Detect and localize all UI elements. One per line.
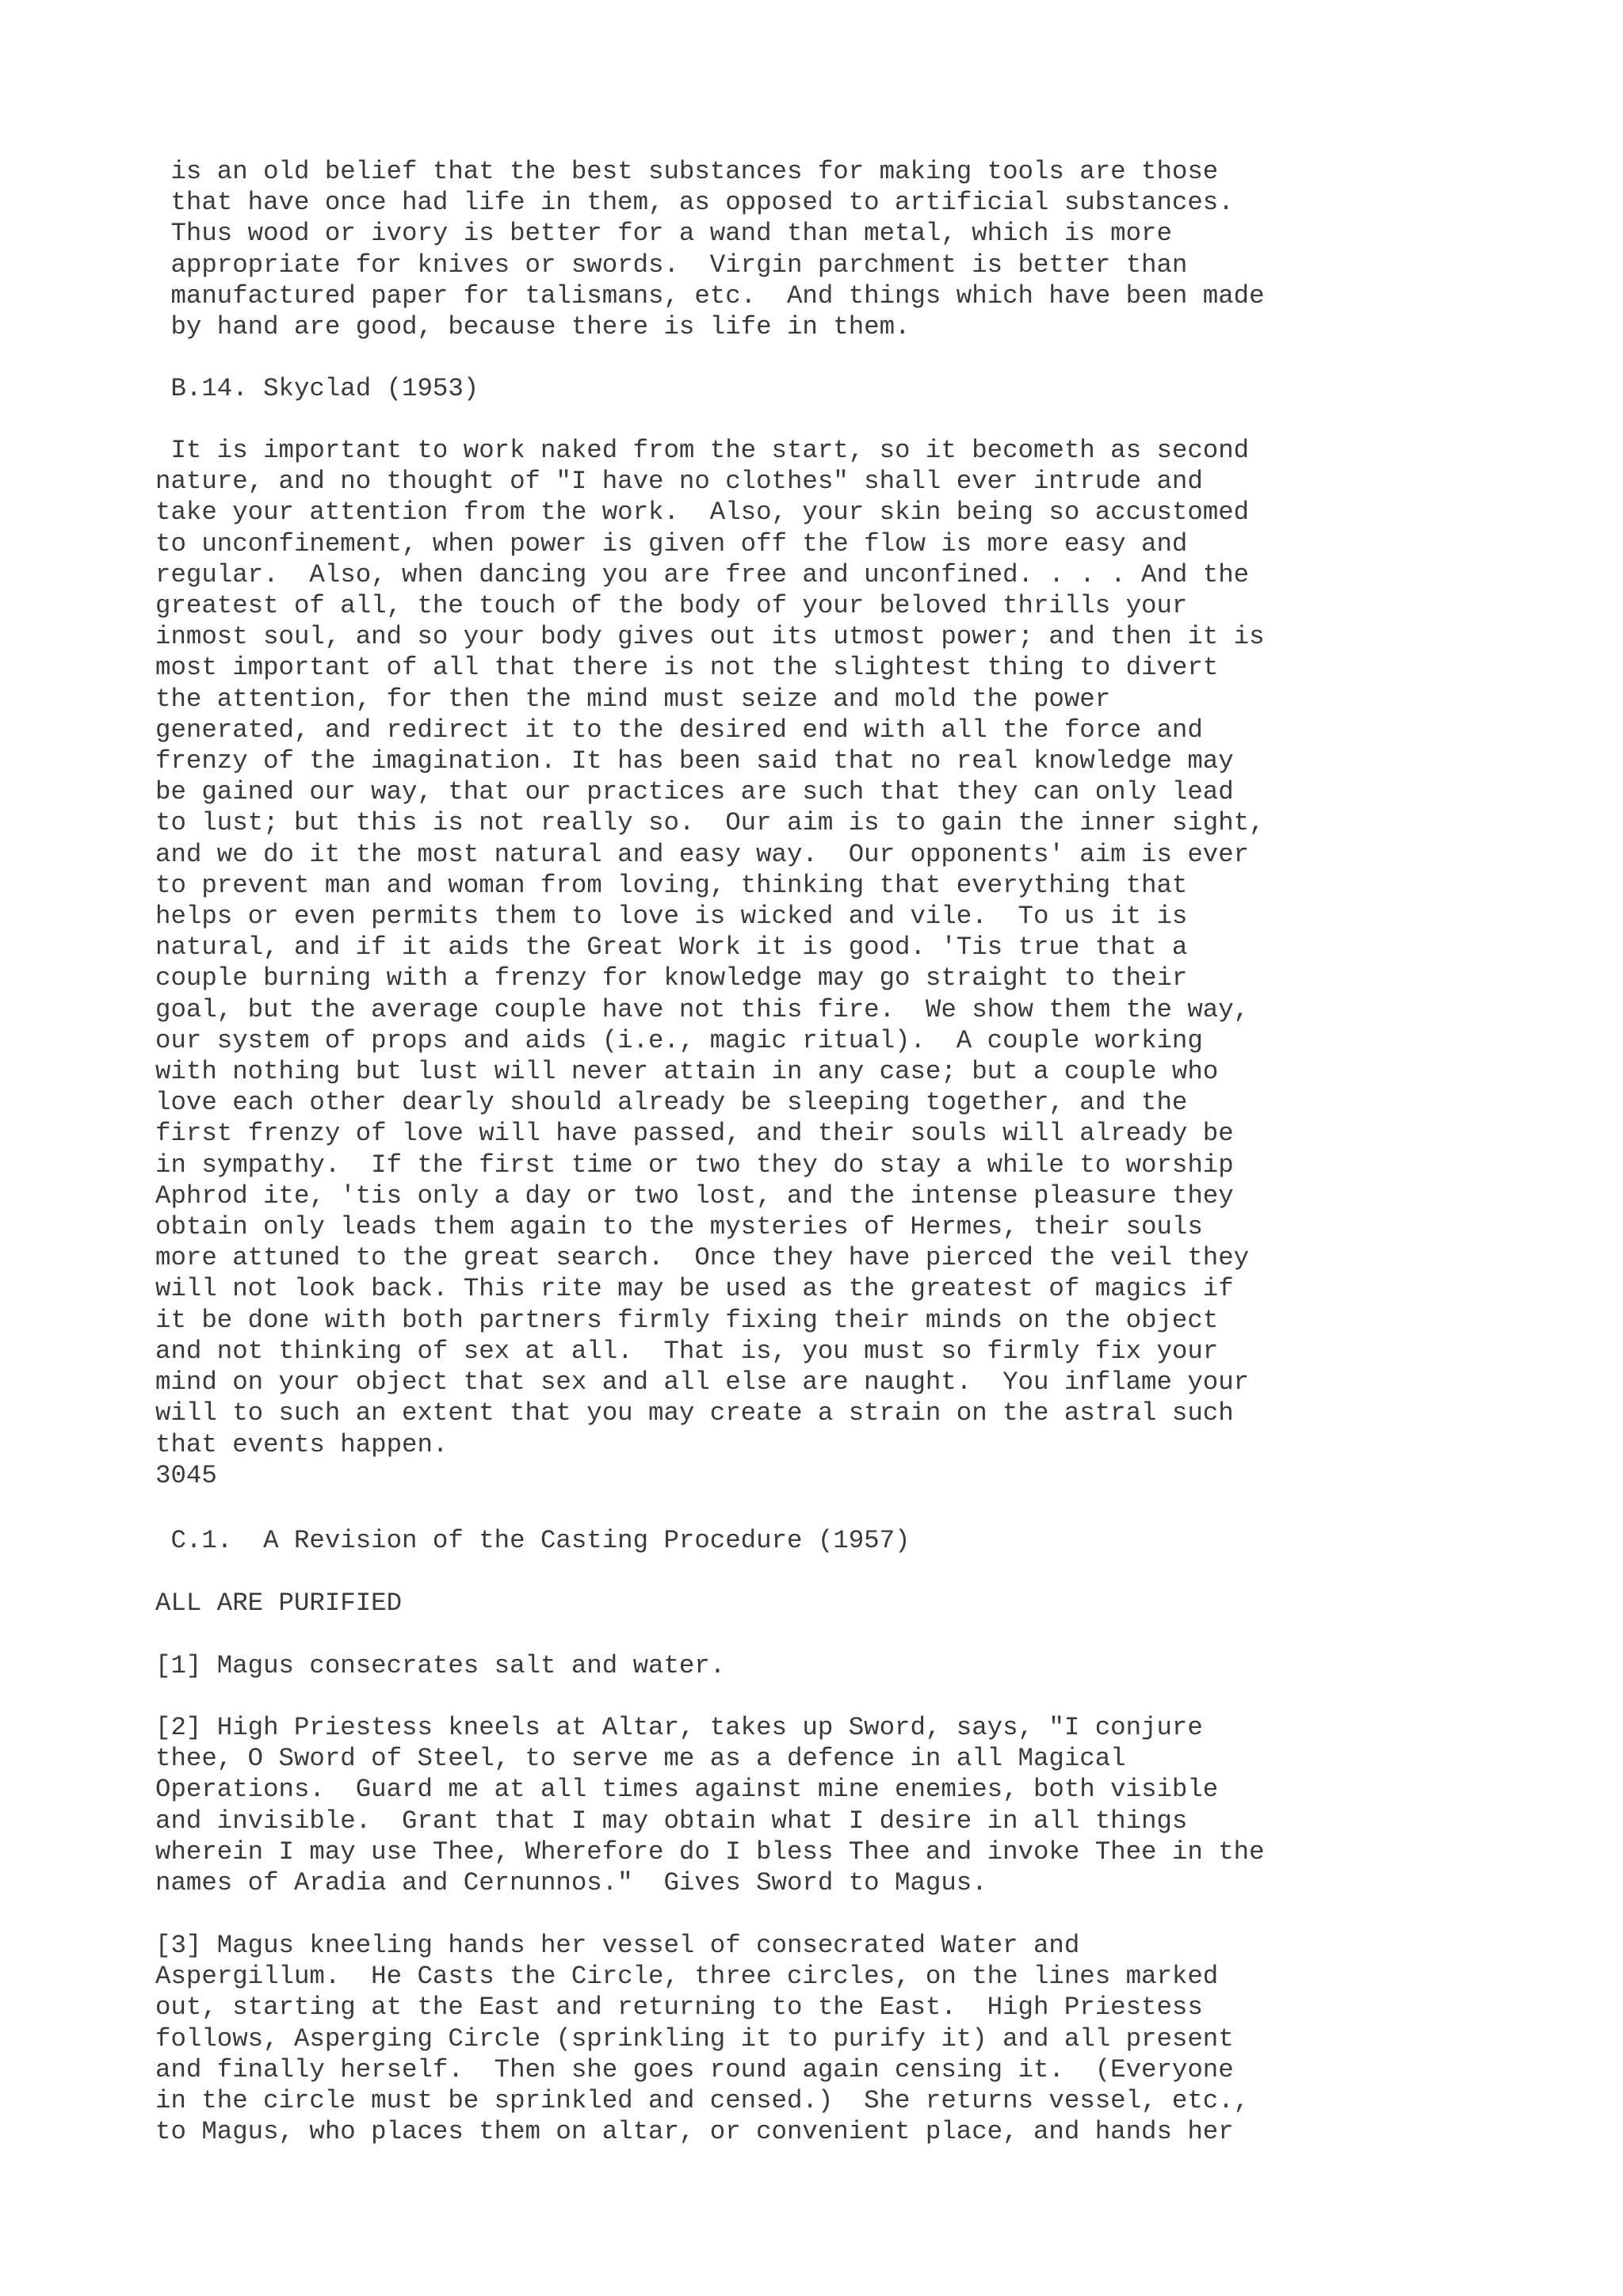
section-heading-c1 bbox=[155, 1525, 910, 1556]
text-line: greatest of all, the touch of the body of your beloved thrills your bbox=[155, 591, 1188, 621]
text-line: goal, but the average couple have not this fire. We show them the way, bbox=[155, 994, 1250, 1024]
skyclad-paragraph bbox=[155, 435, 1265, 1491]
text-line: natural, and if it aids the Great Work it is good. 'Tis true that a bbox=[155, 933, 1188, 963]
intro-paragraph bbox=[155, 156, 1265, 342]
text-line: Thus wood or ivory is better for a wand than metal, which is more bbox=[155, 219, 1172, 249]
text-line: generated, and redirect it to the desired end with all the force and bbox=[155, 715, 1203, 745]
text-line: is an old belief that the best substances for making tools are those bbox=[155, 157, 1219, 186]
text-line: ALL ARE PURIFIED bbox=[155, 1589, 403, 1618]
text-line: most important of all that there is not the slightest thing to divert bbox=[155, 653, 1219, 683]
text-line: B.14. Skyclad (1953) bbox=[155, 374, 479, 403]
text-line: wherein I may use Thee, Wherefore do I bless Thee and invoke Thee in the bbox=[155, 1836, 1265, 1867]
text-line: our system of props and aids (i.e., magic ritual). A couple working bbox=[155, 1025, 1203, 1055]
text-line: regular. Also, when dancing you are free and unconfined. . . . And the bbox=[155, 559, 1250, 589]
text-line: Aphrod ite, 'tis only a day or two lost, and the intense pleasure they bbox=[155, 1180, 1234, 1211]
text-line: to lust; but this is not really so. Our aim is to gain the inner sight, bbox=[155, 808, 1265, 838]
text-line: that have once had life in them, as opposed to artificial substances. bbox=[155, 188, 1234, 218]
text-line: take your attention from the work. Also, your skin being so accustomed bbox=[155, 498, 1250, 528]
text-line: with nothing but lust will never attain in any case; but a couple who bbox=[155, 1057, 1219, 1087]
text-line: It is important to work naked from the start, so it becometh as second bbox=[155, 436, 1250, 465]
text-line: [1] Magus consecrates salt and water. bbox=[155, 1651, 726, 1680]
text-line: appropriate for knives or swords. Virgin parchment is better than bbox=[155, 250, 1188, 280]
text-line: Operations. Guard me at all times against mine enemies, both visible bbox=[155, 1775, 1219, 1805]
text-line: names of Aradia and Cernunnos." Gives Sword to Magus. bbox=[155, 1868, 987, 1898]
text-line: couple burning with a frenzy for knowledge may go straight to their bbox=[155, 963, 1188, 994]
text-line: it be done with both partners firmly fixing their minds on the object bbox=[155, 1305, 1219, 1335]
text-line: mind on your object that sex and all else are naught. You inflame your bbox=[155, 1367, 1250, 1398]
text-line: 3045 bbox=[155, 1460, 217, 1490]
text-line: Aspergillum. He Casts the Circle, three circles, on the lines marked bbox=[155, 1962, 1219, 1992]
text-line: be gained our way, that our practices are such that they can only lead bbox=[155, 777, 1234, 807]
step-2-paragraph bbox=[155, 1712, 1265, 1898]
text-line: to Magus, who places them on altar, or convenient place, and hands her bbox=[155, 2117, 1234, 2147]
text-line: the attention, for then the mind must seize and mold the power bbox=[155, 684, 1111, 714]
text-line: to unconfinement, when power is given off the flow is more easy and bbox=[155, 528, 1188, 559]
text-line: more attuned to the great search. Once they have pierced the veil they bbox=[155, 1243, 1250, 1273]
section-heading-b14 bbox=[155, 373, 479, 404]
text-line: manufactured paper for talismans, etc. And things which have been made bbox=[155, 280, 1265, 311]
text-line: and not thinking of sex at all. That is, you must so firmly fix your bbox=[155, 1336, 1219, 1366]
text-line: out, starting at the East and returning to the East. High Priestess bbox=[155, 1993, 1203, 2023]
text-line: helps or even permits them to love is wicked and vile. To us it is bbox=[155, 902, 1188, 932]
text-line: will to such an extent that you may create a strain on the astral such bbox=[155, 1398, 1234, 1428]
step-3-paragraph bbox=[155, 1930, 1249, 2147]
text-line: C.1. A Revision of the Casting Procedure (1957) bbox=[155, 1526, 911, 1555]
text-line: first frenzy of love will have passed, and their souls will already be bbox=[155, 1119, 1234, 1149]
text-line: thee, O Sword of Steel, to serve me as a defence in all Magical bbox=[155, 1744, 1126, 1774]
step-1-paragraph bbox=[155, 1650, 725, 1681]
text-line: nature, and no thought of "I have no clothes" shall ever intrude and bbox=[155, 467, 1203, 497]
text-line: [2] High Priestess kneels at Altar, takes up Sword, says, "I conjure bbox=[155, 1713, 1203, 1742]
text-line: and finally herself. Then she goes round again censing it. (Everyone bbox=[155, 2054, 1234, 2084]
text-line: and we do it the most natural and easy way. Our opponents' aim is ever bbox=[155, 839, 1250, 869]
text-line: follows, Asperging Circle (sprinkling it to purify it) and all present bbox=[155, 2023, 1234, 2054]
text-line: and invisible. Grant that I may obtain what I desire in all things bbox=[155, 1806, 1188, 1836]
text-line: inmost soul, and so your body gives out its utmost power; and then it is bbox=[155, 622, 1265, 652]
text-line: to prevent man and woman from loving, thinking that everything that bbox=[155, 870, 1188, 900]
text-line: obtain only leads them again to the mysteries of Hermes, their souls bbox=[155, 1212, 1203, 1242]
text-line: [3] Magus kneeling hands her vessel of consecrated Water and bbox=[155, 1931, 1080, 1960]
text-line: frenzy of the imagination. It has been said that no real knowledge may bbox=[155, 746, 1234, 776]
text-line: by hand are good, because there is life in them. bbox=[155, 312, 911, 342]
all-are-purified-heading bbox=[155, 1588, 402, 1619]
text-line: will not look back. This rite may be used as the greatest of magics if bbox=[155, 1274, 1234, 1304]
text-line: that events happen. bbox=[155, 1429, 449, 1459]
text-line: in sympathy. If the first time or two they do stay a while to worship bbox=[155, 1150, 1234, 1180]
text-line: in the circle must be sprinkled and censed.) She returns vessel, etc., bbox=[155, 2086, 1250, 2116]
text-line: love each other dearly should already be sleeping together, and the bbox=[155, 1088, 1188, 1118]
